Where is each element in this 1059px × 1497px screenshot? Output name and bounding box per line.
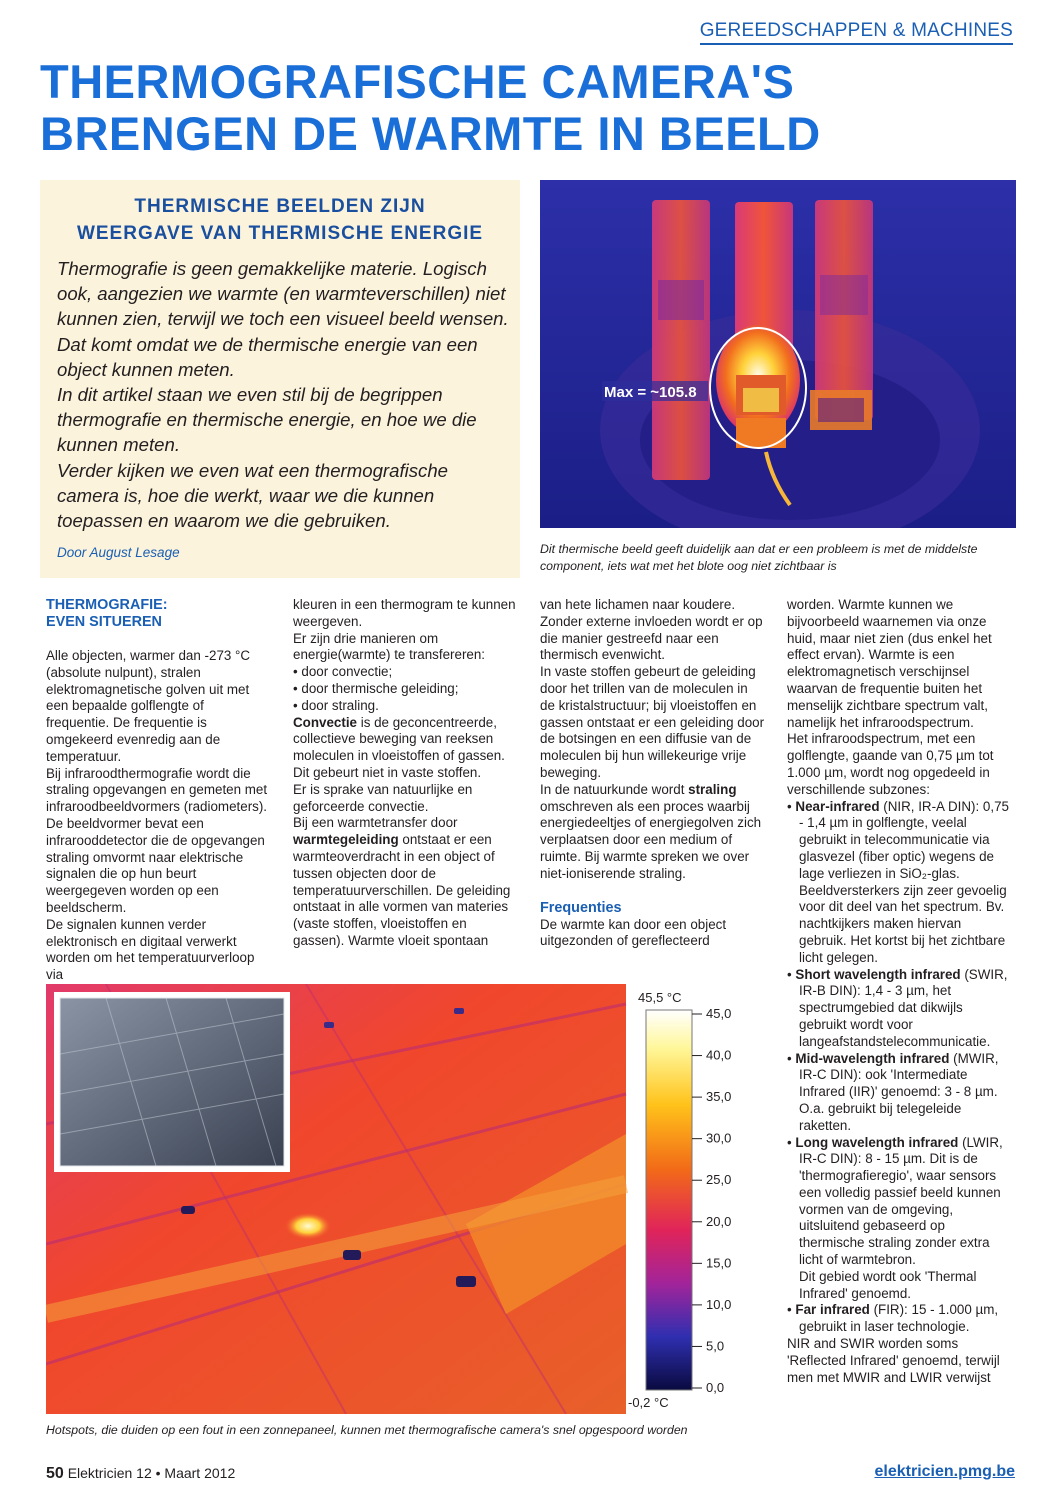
body-paragraph: Het infraroodspectrum, met een golflengte, gaande van 0,75 µm tot 1.000 µm, wordt nog opgedeeld in verschillende subzones: <box>787 731 994 797</box>
body-paragraph: kleuren in een thermogram te kunnen weergeven. <box>293 597 516 629</box>
thermal-image-solar-panel <box>46 984 766 1414</box>
scale-tick-label: 15,0 <box>706 1255 732 1271</box>
body-paragraph <box>540 782 765 883</box>
figure2-caption: Hotspots, die duiden op een fout in een zonnepaneel, kunnen met thermografische camera's snel opgespoord worden <box>46 1423 688 1437</box>
body-paragraph: De warmte kan door een object uitgezonden of gereflecteerd <box>540 916 727 949</box>
body-paragraph: Alle objecten, warmer dan -273 °C (absolute nulpunt), stralen elektromagnetische golven uit met een bepaalde golflengte of frequentie. De frequentie is omgekeerd evenredig aan de temperatuur. <box>46 648 251 764</box>
page-number: 50 <box>46 1465 64 1482</box>
scale-tick-label: 40,0 <box>706 1047 732 1063</box>
term-long-wavelength-infrared: Long wavelength infrared <box>795 1134 959 1150</box>
body-paragraph: Bij infraroodthermografie wordt die straling opgevangen en gemeten met infraroodbeeldvormers (radiometers). De beeldvormer bevat een infrarooddetector die de opgevangen straling omvormt naar elektrische signalen die op hun beurt weergegeven worden op een beeldscherm. <box>46 765 268 915</box>
bullet-item: • Short wavelength infrared (SWIR, IR-B DIN): 1,4 - 3 µm, het spectrumgebied dat dikwijls gebruikt wordt voor langeafstandstelecommunicatie. <box>787 966 1008 1049</box>
bullet-continuation: Dit gebied wordt ook 'Thermal Infrared' genoemd. <box>799 1268 977 1301</box>
term-short-wavelength-infrared: Short wavelength infrared <box>795 966 961 982</box>
bullet-item: • Far infrared (FIR): 15 - 1.000 µm, gebruikt in laser technologie. <box>787 1302 999 1335</box>
term-warmtegeleiding: warmtegeleiding <box>293 832 399 848</box>
scale-tick-label: 10,0 <box>706 1296 732 1312</box>
subsection-heading: Frequenties <box>540 899 622 916</box>
bullet-item: • Long wavelength infrared (LWIR, IR-C DIN): 8 - 15 µm. Dit is de 'thermografieregio', waar sensors een volledig passief beeld kunnen vormen van de omgeving, uitsluitend gebaseerd op thermische straling zonder extra licht of warmtebron. <box>787 1134 1003 1268</box>
footer-issue-info <box>46 1465 235 1483</box>
body-column-1 <box>46 597 270 984</box>
body-text: (LWIR, IR-C DIN): 8 - 15 µm. Dit is de 'thermografieregio', waar sensors een volledig passief beeld kunnen vormen van de omgeving, uitsluitend gebaseerd op thermische straling zonder extra licht of warmtebron. <box>799 1134 1003 1268</box>
section-heading-line-1: THERMOGRAFIE: <box>46 597 168 613</box>
body-paragraph: Er is sprake van natuurlijke en geforceerde convectie. <box>293 781 473 814</box>
term-near-infrared: Near-infrared <box>795 798 880 814</box>
issue-label: Elektricien 12 • Maart 2012 <box>67 1465 236 1481</box>
body-column-2 <box>293 597 517 950</box>
section-heading <box>46 597 270 631</box>
thermal-image-svg <box>540 180 1016 528</box>
body-text: In de natuurkunde wordt <box>540 781 689 797</box>
bullet-item: • door convectie; <box>293 664 393 680</box>
bullet-item: • door straling. <box>293 697 379 713</box>
body-text: (MWIR, IR-C DIN): ook 'Intermediate Infrared (IIR)' genoemd: 3 - 8 µm. O.a. gebruikt bij telegeleide raketten. <box>799 1050 999 1133</box>
scale-tick-label: 30,0 <box>706 1130 732 1146</box>
article-headline <box>40 56 1030 160</box>
body-text: (NIR, IR-A DIN): 0,75 - 1,4 µm in golflengte, veelal gebruikt in telecommunicatie via glasvezel (fiber optic) wegens de lage verliezen in SiO₂-glas. Beeldversterkers zijn zeer gevoelig voor dit deel van het spectrum. Bv. nachtkijkers maken hiervan gebruik. Het kortst bij het zichtbare licht gelegen. <box>799 798 1009 965</box>
intro-heading-line-2: WEERGAVE VAN THERMISCHE ENERGIE <box>76 223 484 244</box>
figure1-caption: Dit thermische beeld geeft duidelijk aan dat er een probleem is met de middelste component, iets wat met het blote oog niet zichtbaar is <box>540 542 978 573</box>
intro-heading-line-1: THERMISCHE BEELDEN ZIJN <box>134 196 426 217</box>
body-paragraph: In vaste stoffen gebeurt de geleiding door het trillen van de moleculen in de kristalstructuur; bij vloeistoffen en gassen ontstaat er een geleiding door de botsingen en een diffusie van de moleculen bij hun willekeurige vrije beweging. <box>540 664 765 780</box>
body-paragraph <box>293 815 517 949</box>
body-text: ontstaat er een warmteoverdracht in een object of tussen objecten door de temperatuurverschillen. De geleiding ontstaat in alle vormen van materies (vaste stoffen, vloeistoffen en gassen). Warmte vloeit spontaan <box>293 832 511 948</box>
body-paragraph <box>293 715 517 782</box>
bullet-item: • Mid-wavelength infrared (MWIR, IR-C DIN): ook 'Intermediate Infrared (IIR)' genoemd: 3 - 8 µm. O.a. gebruikt bij telegeleide raketten. <box>787 1050 999 1133</box>
scale-tick-label: 20,0 <box>706 1213 732 1229</box>
term-convectie: Convectie <box>293 714 357 730</box>
scale-min-label: -0,2 °C <box>628 1395 669 1410</box>
website-link[interactable]: elektricien.pmg.be <box>874 1463 1015 1480</box>
term-far-infrared: Far infrared <box>795 1302 870 1318</box>
body-text: (FIR): 15 - 1.000 µm, gebruikt in laser technologie. <box>799 1302 999 1335</box>
intro-paragraph: In dit artikel staan we even stil bij de begrippen thermografie en thermische energie, en hoe we die kunnen meten. <box>57 384 477 456</box>
byline: Door August Lesage <box>57 545 180 560</box>
scale-tick-label: 35,0 <box>706 1089 732 1105</box>
section-heading-line-2: EVEN SITUEREN <box>46 614 162 630</box>
scale-tick-label: 45,0 <box>706 1006 732 1021</box>
headline-line-2: BRENGEN DE WARMTE IN BEELD <box>40 107 821 160</box>
body-paragraph: Er zijn drie manieren om energie(warmte) te transfereren: <box>293 630 486 663</box>
intro-paragraph: Thermografie is geen gemakkelijke materie. Logisch ook, aangezien we warmte (en warmteverschillen) niet kunnen zien, terwijl we toch een visueel beeld wensen. Dat komt omdat we de thermische energie van een object kunnen meten. <box>57 258 509 380</box>
scale-max-label: 45,5 °C <box>638 990 682 1005</box>
headline-line-1: THERMOGRAFISCHE CAMERA'S <box>40 55 795 108</box>
bullet-item: • door thermische geleiding; <box>293 680 459 696</box>
body-text: is de geconcentreerde, collectieve beweging van reeksen moleculen in vloeistoffen of gassen. Dit gebeurt niet in vaste stoffen. <box>293 714 505 780</box>
term-mid-wavelength-infrared: Mid-wavelength infrared <box>795 1050 950 1066</box>
intro-heading <box>40 193 520 247</box>
max-temperature-label: Max = ~105.8 <box>604 384 697 401</box>
scale-tick-label: 0,0 <box>706 1380 725 1395</box>
body-text: (SWIR, IR-B DIN): 1,4 - 3 µm, het spectrumgebied dat dikwijls gebruikt wordt voor langeafstandstelecommunicatie. <box>799 966 1008 1049</box>
body-column-3 <box>540 597 765 950</box>
thermal-image-fuse-box <box>540 180 1016 528</box>
bullet-item: • Near-infrared (NIR, IR-A DIN): 0,75 - 1,4 µm in golflengte, veelal gebruikt in telecommunicatie via glasvezel (fiber optic) wegens de lage verliezen in SiO₂-glas. Beeldversterkers zijn zeer gevoelig voor dit deel van het spectrum. Bv. nachtkijkers maken hiervan gebruik. Het kortst bij het zichtbare licht gelegen. <box>787 798 1009 965</box>
body-column-4 <box>787 597 1009 1386</box>
scale-tick-label: 25,0 <box>706 1172 732 1188</box>
body-paragraph: van hete lichamen naar koudere. Zonder externe invloeden wordt er op die manier gestreefd naar een thermisch evenwicht. <box>540 597 763 663</box>
body-text: Bij een warmtetransfer door <box>293 815 458 831</box>
term-straling: straling <box>688 781 737 797</box>
section-label: GEREEDSCHAPPEN & MACHINES <box>700 20 1013 45</box>
body-paragraph: worden. Warmte kunnen we bijvoorbeeld waarnemen via onze huid, maar niet zien (dus enkel het effect ervan). Warmte is een elektromagnetisch verschijnsel waarvan de frequentie buiten het menselijk zichtbare spectrum valt, namelijk het infraroodspectrum. <box>787 597 992 730</box>
intro-paragraph: Verder kijken we even wat een thermografische camera is, hoe die werkt, waar we die kunnen toepassen en waarom we die gebruiken. <box>57 459 449 532</box>
body-text: omschreven als een proces waarbij energiedeeltjes of energiegolven zich verplaatsen door een medium of ruimte. Bij warmte spreken we over niet-ioniserende straling. <box>540 798 762 881</box>
solar-panel-thermal-svg <box>46 984 766 1414</box>
scale-tick-label: 5,0 <box>706 1338 725 1354</box>
intro-text <box>57 256 513 533</box>
body-paragraph: NIR and SWIR worden soms 'Reflected Infrared' genoemd, terwijl men met MWIR and LWIR verwijst <box>787 1336 1000 1385</box>
body-paragraph: De signalen kunnen verder elektronisch en digitaal verwerkt worden om het temperatuurverloop via <box>46 916 255 983</box>
